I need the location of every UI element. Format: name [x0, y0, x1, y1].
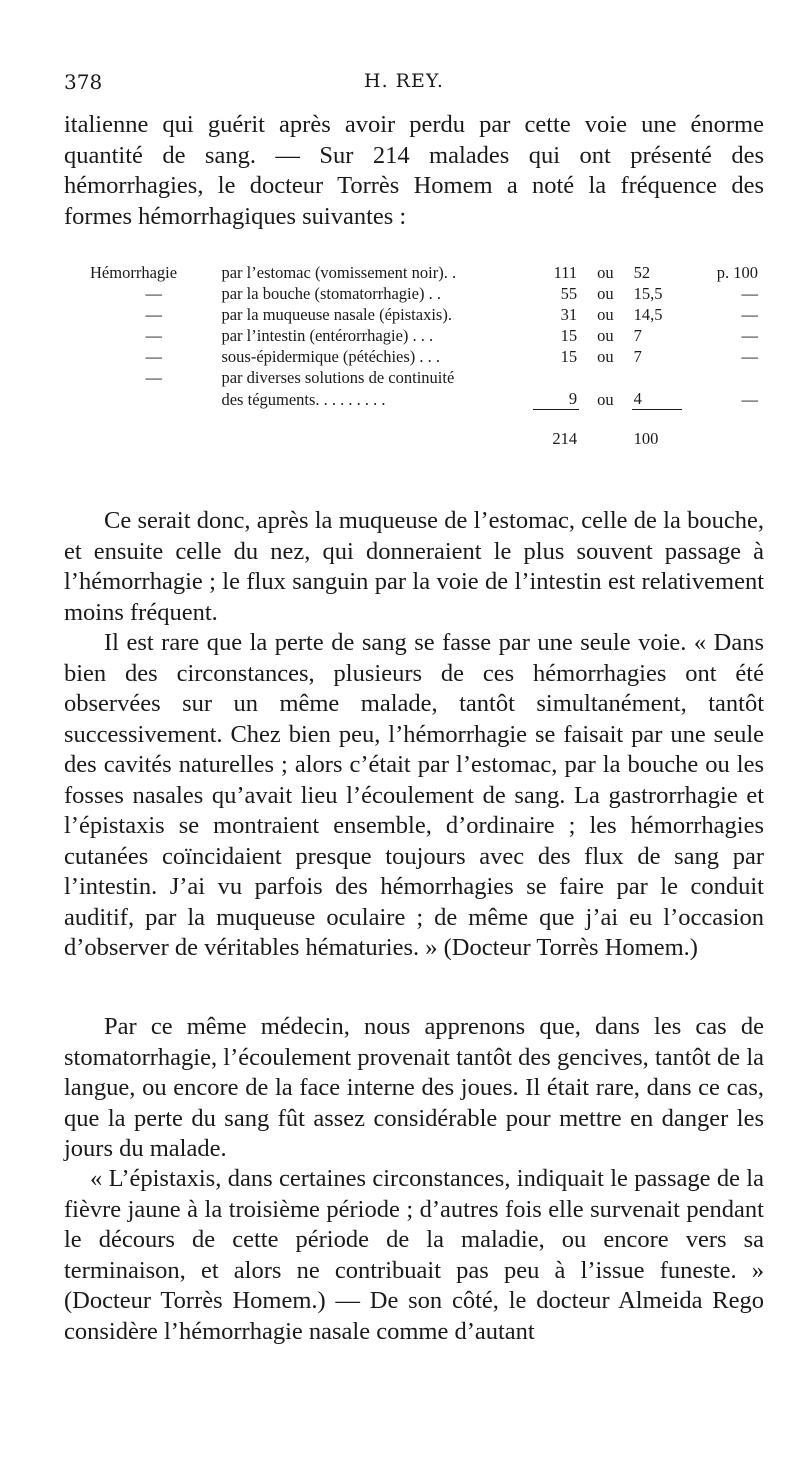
row-label: Hémorrhagie	[90, 263, 178, 282]
total-percent: 100	[632, 410, 682, 450]
paragraph: italienne qui guérit après avoir perdu par cette voie une énorme quantité de sang. — Sur 214 malades qui ont présenté des hémorrhagies, le docteur Torrès Homem a noté la fréquence des formes hémorrhagiques suivantes :	[64, 111, 764, 230]
row-percent: 7	[633, 326, 642, 345]
row-percent: 4	[633, 389, 642, 408]
row-ou: ou	[597, 389, 614, 409]
row-count: 31	[560, 305, 578, 324]
row-description: par la muqueuse nasale (épistaxis).	[221, 305, 452, 324]
row-description: par l’intestin (entérorrhagie) . . .	[221, 326, 434, 345]
row-description: par l’estomac (vomissement noir). .	[221, 263, 457, 282]
row-ou: ou	[597, 284, 614, 303]
row-count: 111	[553, 263, 578, 282]
row-percent: 14,5	[633, 305, 663, 324]
row-label: —	[145, 305, 162, 324]
table-row	[88, 304, 760, 325]
row-ou: ou	[597, 263, 614, 282]
row-description: sous-épidermique (pétéchies) . . .	[221, 347, 441, 366]
row-description: par diverses solutions de continuité	[221, 368, 455, 387]
row-unit: —	[741, 305, 758, 324]
row-ou: ou	[597, 347, 614, 366]
row-ou: ou	[597, 326, 614, 345]
row-percent: 7	[633, 347, 642, 366]
page-header	[64, 70, 744, 100]
row-label: —	[145, 368, 162, 387]
table-row	[88, 367, 760, 388]
row-label: —	[145, 347, 162, 366]
hemorrhage-frequency-table	[88, 262, 760, 449]
total-count: 214	[533, 410, 579, 450]
row-unit: —	[741, 284, 758, 303]
page-number: 378	[64, 70, 103, 94]
table-row	[88, 262, 760, 283]
running-head: H. REY.	[364, 70, 444, 92]
row-percent: 15,5	[633, 284, 663, 303]
row-count: 15	[560, 326, 578, 345]
row-label: —	[145, 284, 162, 303]
row-count: 9	[568, 389, 578, 408]
row-count: 15	[560, 347, 578, 366]
paragraph: Ce serait donc, après la muqueuse de l’estomac, celle de la bouche, et ensuite celle du nez, qui donneraient le plus souvent passage à l’hémorrhagie ; le flux sanguin par la voie de l’intestin est relativement moins fréquent.	[64, 507, 764, 626]
table-row	[88, 283, 760, 304]
row-ou	[579, 367, 631, 388]
row-unit: —	[741, 326, 758, 345]
row-unit	[682, 367, 760, 388]
row-ou: ou	[597, 305, 614, 324]
paragraph: Par ce même médecin, nous apprenons que, dans les cas de stomatorrhagie, l’écoulement provenait tantôt des gencives, tantôt de la langue, ou encore de la face interne des joues. Il était rare, dans ce cas, que la perte du sang fût assez considérable pour mettre en danger les jours du malade.	[64, 1013, 764, 1162]
row-unit: p. 100	[716, 263, 758, 282]
row-unit: —	[741, 347, 758, 366]
paragraph: « L’épistaxis, dans certaines circonstances, indiquait le passage de la fièvre jaune à la troisième période ; d’autres fois elle survenait pendant le décours de cette période de la maladie, ou encore vers sa terminaison, et alors ne contribuait pas peu à l’issue funeste. » (Docteur Torrès Homem.) — De son côté, le docteur Almeida Rego considère l’hémorrhagie nasale comme d’autant	[64, 1165, 764, 1345]
row-unit: —	[741, 389, 758, 409]
row-label: —	[145, 326, 162, 345]
row-percent	[632, 367, 682, 388]
row-description: des téguments. . . . . . . . .	[221, 389, 386, 409]
row-count	[533, 367, 579, 388]
paragraph: Il est rare que la perte de sang se fasse par une seule voie. « Dans bien des circonstances, plusieurs de ces hémorrhagies ont été observées sur un même malade, tantôt simultanément, tantôt successivement. Chez bien peu, l’hémorrhagie se faisait par une seule des cavités naturelles ; alors c’était par l’estomac, par la bouche ou les fosses nasales qu’avait lieu l’écoulement de sang. La gastrorrhagie et l’épistaxis se montraient ensemble, d’ordinaire ; les hémorrhagies cutanées coïncidaient presque toujours avec des flux de sang par l’intestin. J’ai vu parfois des hémorrhagies se faire par le conduit auditif, par la muqueuse oculaire ; de même que j’ai eu l’occasion d’observer de véritables hématuries. » (Docteur Torrès Homem.)	[64, 629, 764, 961]
table-row	[88, 346, 760, 367]
table-total-row	[88, 410, 760, 450]
row-label	[88, 388, 219, 410]
table-row	[88, 388, 760, 410]
row-percent: 52	[633, 263, 651, 282]
row-description: par la bouche (stomatorrhagie) . .	[221, 284, 441, 303]
table-row	[88, 325, 760, 346]
row-count: 55	[560, 284, 578, 303]
